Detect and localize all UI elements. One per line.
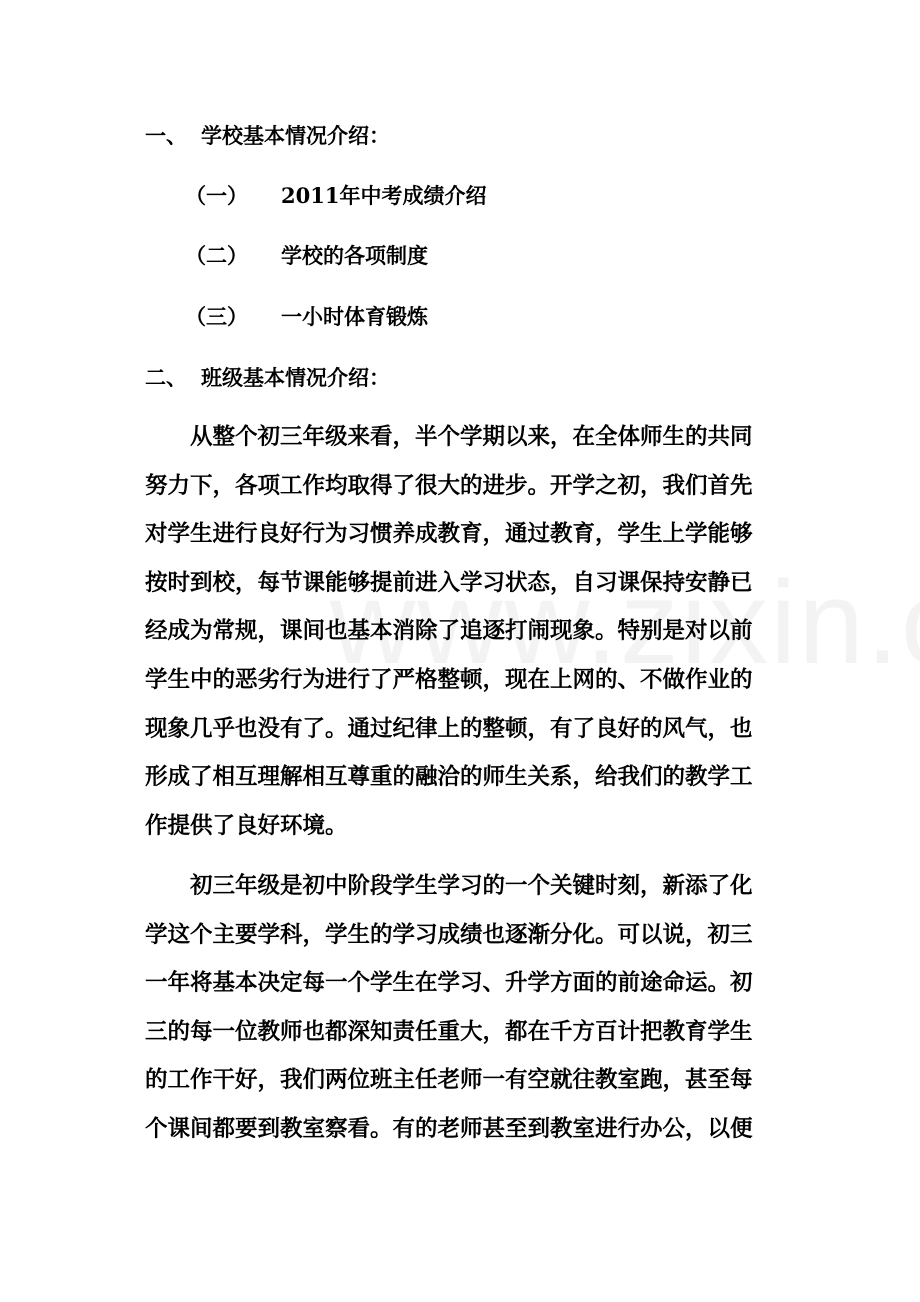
subsection-title: 一小时体育锻炼	[281, 304, 428, 329]
section-heading-1	[145, 121, 390, 151]
paragraph-line: 学这个主要学科，学生的学习成绩也逐渐分化。可以说，初三	[145, 921, 753, 948]
subsection-title: 学校的各项制度	[281, 243, 428, 268]
subsection-3	[185, 302, 428, 332]
section-number: 二、	[145, 365, 187, 390]
paragraph-line: 个课间都要到教室察看。有的老师甚至到教室进行办公，以便	[145, 1115, 753, 1142]
subsection-number: （一）	[185, 183, 248, 208]
subsection-number: （二）	[185, 243, 248, 268]
paragraph-line: 形成了相互理解相互尊重的融洽的师生关系，给我们的教学工	[145, 764, 753, 791]
paragraph-line: 经成为常规，课间也基本消除了追逐打闹现象。特别是对以前	[145, 618, 753, 645]
subsection-1	[185, 181, 486, 211]
section-heading-2	[145, 363, 390, 393]
paragraph-1	[145, 413, 785, 850]
paragraph-line: 按时到校，每节课能够提前进入学习状态，自习课保持安静已	[145, 569, 753, 596]
paragraph-line: 三的每一位教师也都深知责任重大，都在千方百计把教育学生	[145, 1018, 753, 1045]
paragraph-line: 努力下，各项工作均取得了很大的进步。开学之初，我们首先	[145, 472, 753, 499]
section-title: 班级基本情况介绍：	[201, 365, 390, 390]
paragraph-line: 的工作干好，我们两位班主任老师一有空就往教室跑，甚至每	[145, 1067, 753, 1094]
section-title: 学校基本情况介绍：	[201, 123, 390, 148]
paragraph-line: 现象几乎也没有了。通过纪律上的整顿，有了良好的风气，也	[145, 715, 753, 742]
section-number: 一、	[145, 123, 187, 148]
subsection-number: （三）	[185, 304, 248, 329]
paragraph-line: 一年将基本决定每一个学生在学习、升学方面的前途命运。初	[145, 970, 753, 997]
paragraph-line: 学生中的恶劣行为进行了严格整顿，现在上网的、不做作业的	[145, 666, 753, 693]
paragraph-line: 初三年级是初中阶段学生学习的一个关键时刻，新添了化	[190, 873, 753, 899]
paragraph-line: 对学生进行良好行为习惯养成教育，通过教育，学生上学能够	[145, 521, 753, 548]
subsection-2	[185, 241, 428, 271]
paragraph-line: 作提供了良好环境。	[145, 812, 348, 839]
subsection-title: 2011年中考成绩介绍	[281, 183, 487, 208]
paragraph-2	[145, 862, 785, 1154]
paragraph-line: 从整个初三年级来看，半个学期以来，在全体师生的共同	[190, 424, 753, 450]
